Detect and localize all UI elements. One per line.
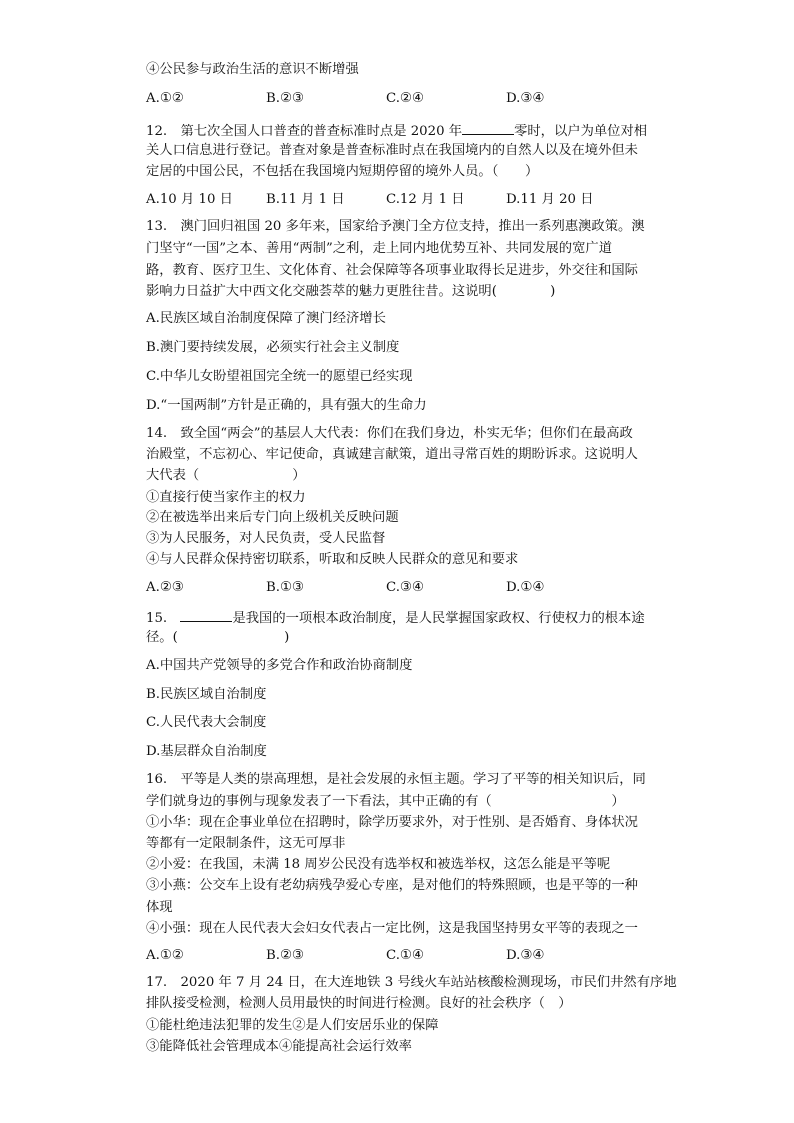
fill-blank: [180, 607, 232, 622]
text-line: 学们就身边的事例与现象发表了一下看法，其中正确的有（ ）: [146, 794, 625, 809]
text-line: 关人口信息进行登记。普查对象是普查标准时点在我国境内的自然人以及在境外但未: [146, 143, 638, 158]
text-line: A.民族区域自治制度保障了澳门经济增长: [146, 311, 386, 326]
option: B.11 月 1 日: [266, 192, 345, 207]
text-pre: 12. 第七次全国人口普查的普查标准时点是 2020 年: [146, 124, 463, 139]
option: D.①④: [506, 580, 545, 595]
option: B.②③: [266, 91, 304, 106]
text-line: 16. 平等是人类的崇高理想，是社会发展的永恒主题。学习了平等的相关知识后，同: [146, 772, 646, 787]
text-line: A.中国共产党领导的多党合作和政治协商制度: [146, 658, 413, 673]
text-line: D.基层群众自治制度: [146, 744, 267, 759]
text-line: B.澳门要持续发展，必须实行社会主义制度: [146, 340, 400, 355]
text-post: 是我国的一项根本政治制度，是人民掌握国家政权、行使权力的根本途: [232, 611, 645, 626]
text-pre: 15.: [146, 611, 181, 626]
text-line: 定居的中国公民，不包括在我国境内短期停留的境外人员。（ ）: [146, 164, 539, 179]
option: D.11 月 20 日: [506, 192, 594, 207]
option: C.12 月 1 日: [386, 192, 465, 207]
text-line: D.“一国两制”方针是正确的，具有强大的生命力: [146, 398, 427, 413]
option: A.①②: [146, 948, 184, 963]
text-line: 等都有一定限制条件，这无可厚非: [146, 836, 346, 851]
option: D.③④: [506, 91, 545, 106]
text-line: C.人民代表大会制度: [146, 715, 267, 730]
option: B.②③: [266, 948, 304, 963]
option: C.②④: [386, 91, 424, 106]
text-line: ③为人民服务，对人民负责，受人民监督: [146, 531, 386, 546]
text-line: ①直接行使当家作主的权力: [146, 490, 306, 505]
text-line: 17. 2020 年 7 月 24 日，在大连地铁 3 号线火车站站核酸检测现场，市民们井然有序地: [146, 975, 677, 990]
text-line: ①能杜绝违法犯罪的发生②是人们安居乐业的保障: [146, 1018, 439, 1033]
text-line: B.民族区域自治制度: [146, 687, 267, 702]
text-line: [146, 120, 676, 142]
option: A.①②: [146, 91, 184, 106]
option: C.①④: [386, 948, 424, 963]
text-line: ②小爱：在我国，未满 18 周岁公民没有选举权和被选举权，这怎么能是平等呢: [146, 857, 611, 872]
text-line: ③能降低社会管理成本④能提高社会运行效率: [146, 1039, 412, 1054]
option: A.②③: [146, 580, 184, 595]
text-line: 门坚守“一国”之本、善用“两制”之利，走上同内地优势互补、共同发展的宽广道: [146, 241, 612, 256]
text-line: 14. 致全国“两会”的基层人大代表：你们在我们身边，朴实无华；但你们在最高政: [146, 426, 633, 441]
text-line: 排队接受检测，检测人员用最快的时间进行检测。良好的社会秩序（ ）: [146, 996, 572, 1011]
option: C.③④: [386, 580, 424, 595]
text-line: C.中华儿女盼望祖国完全统一的愿望已经实现: [146, 369, 413, 384]
text-line: ④与人民群众保持密切联系，听取和反映人民群众的意见和要求: [146, 552, 519, 567]
text-line: 大代表（ ）: [146, 468, 306, 483]
text-line: ③小燕：公交车上设有老幼病残孕爱心专座，是对他们的特殊照顾，也是平等的一种: [146, 878, 638, 893]
text-line: ②在被选举出来后专门向上级机关反映问题: [146, 510, 399, 525]
text-line: ④公民参与政治生活的意识不断增强: [146, 62, 359, 77]
text-line: 路，教育、医疗卫生、文化体育、社会保障等各项事业取得长足进步，外交往和国际: [146, 263, 638, 278]
text-line: ①小华：现在企事业单位在招聘时，除学历要求外，对于性别、是否婚育、身体状况: [146, 815, 638, 830]
text-line: 治殿堂，不忘初心、牢记使命，真诚建言献策，道出寻常百姓的期盼诉求。这说明人: [146, 447, 638, 462]
text-line: 影响力日益扩大中西文化交融荟萃的魅力更胜往昔。这说明( ): [146, 284, 556, 299]
fill-blank: [462, 120, 514, 135]
text-post: 零时，以户为单位对相: [514, 124, 648, 139]
text-line: 13. 澳门回归祖国 20 多年来，国家给予澳门全方位支持，推出一系列惠澳政策。澳: [146, 219, 645, 234]
option: A.10 月 10 日: [146, 192, 233, 207]
text-line: [146, 607, 676, 629]
text-line: ④小强：现在人民代表大会妇女代表占一定比例，这是我国坚持男女平等的表现之一: [146, 921, 638, 936]
option: D.③④: [506, 948, 545, 963]
text-line: 体现: [146, 900, 173, 915]
option: B.①③: [266, 580, 304, 595]
text-line: 径。( ): [146, 630, 290, 645]
